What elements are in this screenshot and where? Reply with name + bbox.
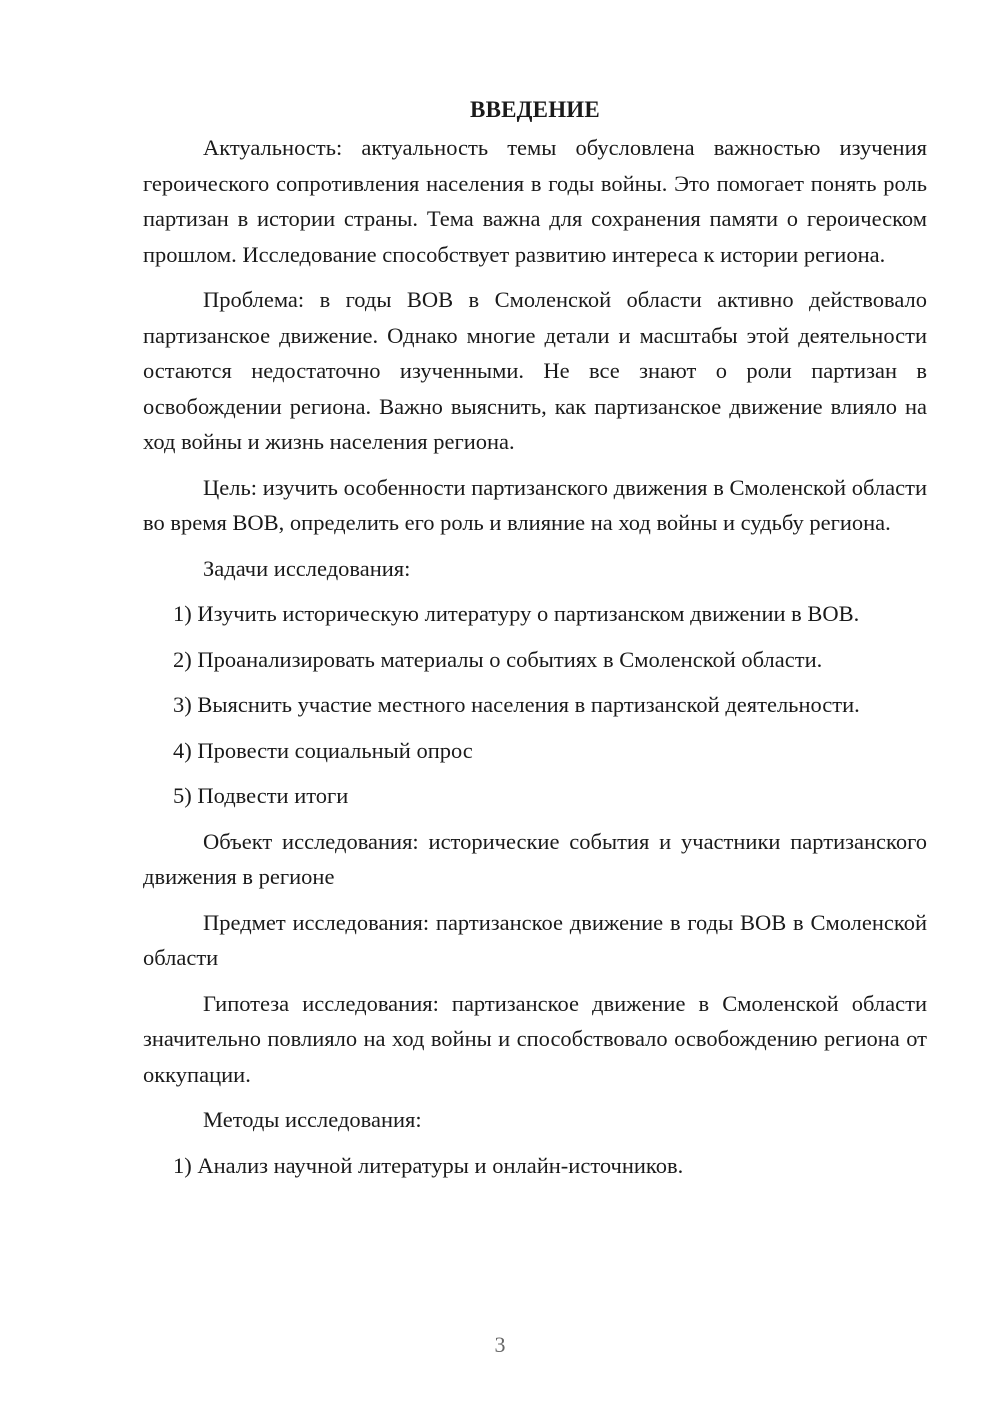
page-number: 3	[494, 1332, 506, 1357]
paragraph-subject: Предмет исследования: партизанское движение в годы ВОВ в Смоленской области	[143, 909, 927, 970]
list-item-task-2: 2) Проанализировать материалы о событиях в Смоленской области.	[173, 646, 823, 672]
paragraph-goal: Цель: изучить особенности партизанского движения в Смоленской области во время ВОВ, определить его роль и влияние на ход войны и судьбу региона.	[143, 474, 927, 535]
paragraph-problem: Проблема: в годы ВОВ в Смоленской области активно действовало партизанское движение. Однако многие детали и масштабы этой деятельности остаются недостаточно изученными. Не все знают о роли партизан в освобождении региона. Важно выяснить, как партизанское движение влияло на ход войны и жизнь населения региона.	[143, 287, 927, 454]
paragraph-methods-heading: Методы исследования:	[203, 1107, 422, 1132]
document-page	[143, 92, 927, 1183]
paragraph-tasks-heading: Задачи исследования:	[203, 555, 411, 581]
paragraph-relevance: Актуальность: актуальность темы обусловлена важностью изучения героического сопротивления населения в годы войны. Это помогает понять роль партизан в истории страны. Тема важна для сохранения памяти о героическом прошлом. Исследование способствует развитию интереса к истории региона.	[143, 135, 927, 267]
list-item-task-4: 4) Провести социальный опрос	[173, 737, 473, 763]
list-item-task-3: 3) Выяснить участие местного населения в партизанской деятельности.	[173, 692, 860, 717]
list-item-task-1: 1) Изучить историческую литературу о партизанском движении в ВОВ.	[173, 601, 860, 626]
list-item-method-1: 1) Анализ научной литературы и онлайн-источников.	[173, 1152, 684, 1178]
page-title: ВВЕДЕНИЕ	[470, 97, 600, 122]
paragraph-object: Объект исследования: исторические события и участники партизанского движения в регионе	[143, 828, 927, 889]
paragraph-hypothesis: Гипотеза исследования: партизанское движение в Смоленской области значительно повлияло на ход войны и способствовало освобождению региона от оккупации.	[143, 990, 927, 1087]
list-item-task-5: 5) Подвести итоги	[173, 783, 349, 808]
